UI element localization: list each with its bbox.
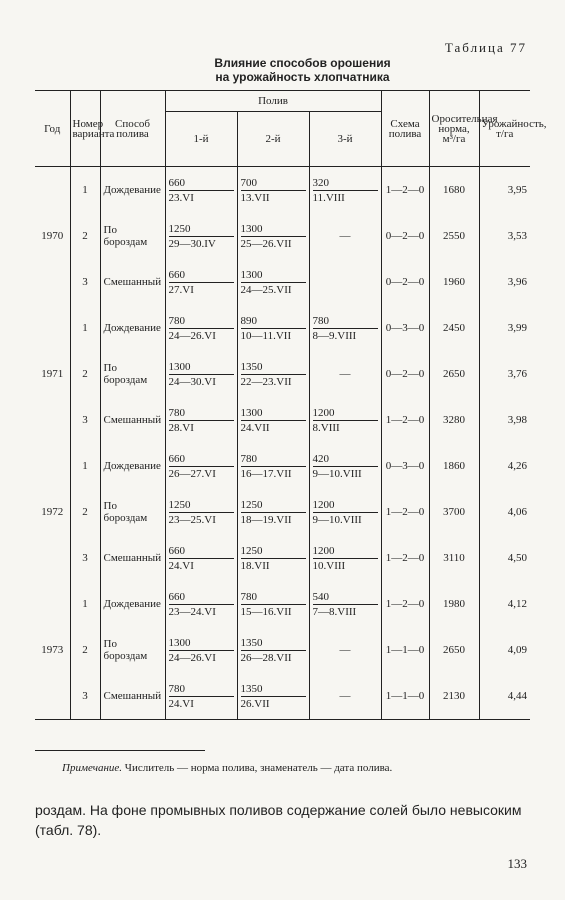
cell-yield: 3,95 (479, 167, 530, 214)
cell-irrigation-i3 (309, 535, 381, 581)
cell-irrigation-i3 (309, 351, 381, 397)
cell-irrigation-i1 (165, 397, 237, 443)
cell-irrigation-i3 (309, 167, 381, 214)
col-scheme: Схема полива (381, 91, 429, 167)
cell-irrigation-i1 (165, 489, 237, 535)
cell-yield: 4,12 (479, 581, 530, 627)
table-row (35, 535, 530, 581)
col-irr-1: 1-й (165, 112, 237, 167)
cell-yield: 3,53 (479, 213, 530, 259)
table-body (35, 167, 530, 720)
cell-year: 1971 (41, 368, 64, 380)
irrigation-date: 26.VII (240, 697, 270, 710)
page-number: 133 (507, 856, 527, 871)
cell-method: По бороздам (100, 627, 165, 673)
col-method: Способ полива (100, 91, 165, 167)
cell-scheme: 0—2—0 (381, 351, 429, 397)
irrigation-date: 24.VII (240, 421, 270, 434)
col-year: Год (35, 91, 70, 167)
cell-irrigation-i3 (309, 673, 381, 720)
cell-variant-number: 2 (70, 351, 100, 397)
irrigation-norm: 1350 (241, 637, 306, 651)
irrigation-date: 8—9.VIII (312, 329, 357, 342)
table-row (35, 581, 530, 627)
cell-method: Дождевание (100, 167, 165, 214)
irrigation-date: 23—24.VI (168, 605, 216, 618)
cell-scheme: 1—2—0 (381, 535, 429, 581)
irrigation-date: 24—25.VII (240, 283, 292, 296)
irrigation-date: 7—8.VIII (312, 605, 357, 618)
irrigation-norm: 660 (169, 545, 234, 559)
table-label: Таблица 77 (444, 40, 527, 55)
col-irr-2: 2-й (237, 112, 309, 167)
cell-irrigation-i2 (237, 489, 309, 535)
cell-year (35, 305, 70, 351)
table-row (35, 305, 530, 351)
cell-irrigation-i1 (165, 305, 237, 351)
irrigation-norm: 1300 (241, 223, 306, 237)
irrigation-norm: — (339, 230, 351, 242)
irrigation-date: 23—25.VI (168, 513, 216, 526)
irrigation-norm: 1200 (313, 407, 378, 421)
cell-year (35, 581, 70, 627)
irrigation-norm: 660 (169, 591, 234, 605)
irrigation-date: 10—11.VII (240, 329, 292, 342)
cell-yield: 4,09 (479, 627, 530, 673)
table-row (35, 443, 530, 489)
cell-year (35, 535, 70, 581)
irrigation-date: 24—26.VI (168, 329, 216, 342)
table-note (62, 762, 392, 774)
cell-irrigation-i3 (309, 627, 381, 673)
cell-method: По бороздам (100, 351, 165, 397)
irrigation-date: 18—19.VII (240, 513, 292, 526)
irrigation-norm: 660 (169, 177, 234, 191)
cell-scheme: 1—2—0 (381, 581, 429, 627)
irrigation-norm: 420 (313, 453, 378, 467)
cell-method: Дождевание (100, 305, 165, 351)
cell-yield: 4,50 (479, 535, 530, 581)
irrigation-norm: 320 (313, 177, 378, 191)
irrigation-norm: 1300 (241, 407, 306, 421)
cell-norm: 2650 (429, 627, 479, 673)
cell-irrigation-i1 (165, 213, 237, 259)
irrigation-date: 24.VI (168, 559, 194, 572)
cell-yield: 3,98 (479, 397, 530, 443)
table-row (35, 489, 530, 535)
cell-variant-number: 3 (70, 535, 100, 581)
irrigation-date: 24—26.VI (168, 651, 216, 664)
cell-irrigation-i1 (165, 259, 237, 305)
cell-scheme: 1—1—0 (381, 627, 429, 673)
footnote-rule (35, 750, 205, 751)
irrigation-norm: 1250 (241, 499, 306, 513)
cell-norm: 3280 (429, 397, 479, 443)
cell-irrigation-i2 (237, 627, 309, 673)
cell-year: 1970 (41, 230, 64, 242)
irrigation-norm: 1300 (169, 637, 234, 651)
col-variant-number: Номер варианта (70, 91, 100, 167)
cell-year (35, 167, 70, 214)
table-row (35, 627, 530, 673)
cell-irrigation-i2 (237, 167, 309, 214)
irrigation-date: 23.VI (168, 191, 194, 204)
irrigation-date: 8.VIII (312, 421, 340, 434)
cell-irrigation-i1 (165, 581, 237, 627)
col-norm: Оросительная норма, м³/га (429, 91, 479, 167)
cell-variant-number: 3 (70, 397, 100, 443)
irrigation-norm: — (339, 368, 351, 380)
irrigation-norm: 1250 (169, 223, 234, 237)
table-row (35, 673, 530, 720)
cell-scheme: 1—2—0 (381, 167, 429, 214)
cell-irrigation-i2 (237, 443, 309, 489)
irrigation-norm: 660 (169, 453, 234, 467)
cell-method: Смешанный (100, 535, 165, 581)
irrigation-date: 29—30.IV (168, 237, 216, 250)
cell-variant-number: 3 (70, 259, 100, 305)
irrigation-norm: — (339, 690, 351, 702)
cell-irrigation-i2 (237, 535, 309, 581)
cell-irrigation-i1 (165, 535, 237, 581)
cell-yield: 4,44 (479, 673, 530, 720)
cell-irrigation-i1 (165, 673, 237, 720)
cell-variant-number: 1 (70, 443, 100, 489)
cell-norm: 2130 (429, 673, 479, 720)
irrigation-date: 26—27.VI (168, 467, 216, 480)
irrigation-norm: 780 (241, 453, 306, 467)
cell-scheme: 1—2—0 (381, 397, 429, 443)
irrigation-date: 9—10.VIII (312, 467, 362, 480)
irrigation-date: 24.VI (168, 697, 194, 710)
cell-yield: 4,06 (479, 489, 530, 535)
table-title (0, 56, 565, 84)
cell-variant-number: 1 (70, 581, 100, 627)
irrigation-date: 9—10.VIII (312, 513, 362, 526)
cell-scheme: 1—2—0 (381, 489, 429, 535)
cell-method: Дождевание (100, 443, 165, 489)
cell-irrigation-i2 (237, 305, 309, 351)
cell-year (35, 673, 70, 720)
cell-norm: 1960 (429, 259, 479, 305)
cell-variant-number: 2 (70, 213, 100, 259)
cell-year (35, 259, 70, 305)
cell-year (35, 397, 70, 443)
table-row (35, 259, 530, 305)
irrigation-date: 24—30.VI (168, 375, 216, 388)
table-row (35, 213, 530, 259)
irrigation-norm: 1350 (241, 361, 306, 375)
table-row (35, 397, 530, 443)
cell-norm: 2550 (429, 213, 479, 259)
data-table (35, 90, 547, 720)
cell-irrigation-i1 (165, 167, 237, 214)
irrigation-norm: 1250 (241, 545, 306, 559)
irrigation-date: 25—26.VII (240, 237, 292, 250)
cell-norm: 1980 (429, 581, 479, 627)
cell-irrigation-i2 (237, 351, 309, 397)
cell-norm: 3110 (429, 535, 479, 581)
cell-norm: 2450 (429, 305, 479, 351)
irrigation-norm: 1200 (313, 499, 378, 513)
irrigation-norm: 1250 (169, 499, 234, 513)
irrigation-norm: 1300 (241, 269, 306, 283)
cell-method: Смешанный (100, 673, 165, 720)
irrigation-date: 28.VI (168, 421, 194, 434)
irrigation-norm: 540 (313, 591, 378, 605)
irrigation-norm: — (339, 644, 351, 656)
cell-irrigation-i3 (309, 213, 381, 259)
cell-norm: 3700 (429, 489, 479, 535)
irrigation-norm: 780 (313, 315, 378, 329)
cell-scheme: 0—3—0 (381, 305, 429, 351)
irrigation-date: 15—16.VII (240, 605, 292, 618)
cell-year (35, 443, 70, 489)
cell-year: 1973 (41, 644, 64, 656)
table-row (35, 351, 530, 397)
irrigation-norm: 890 (241, 315, 306, 329)
cell-norm: 1680 (429, 167, 479, 214)
cell-year: 1972 (41, 506, 64, 518)
cell-variant-number: 3 (70, 673, 100, 720)
title-line-2: на урожайность хлопчатника (215, 70, 390, 84)
irrigation-norm: 660 (169, 269, 234, 283)
cell-irrigation-i3 (309, 259, 381, 305)
cell-irrigation-i2 (237, 259, 309, 305)
cell-yield: 3,76 (479, 351, 530, 397)
col-yield: Урожайность, т/га (479, 91, 530, 167)
irrigation-date: 10.VIII (312, 559, 346, 572)
cell-irrigation-i2 (237, 581, 309, 627)
cell-yield: 4,26 (479, 443, 530, 489)
irrigation-date: 22—23.VII (240, 375, 292, 388)
irrigation-date: 11.VIII (312, 191, 345, 204)
cell-irrigation-i3 (309, 397, 381, 443)
cell-irrigation-i1 (165, 627, 237, 673)
cell-norm: 1860 (429, 443, 479, 489)
irrigation-norm: 780 (241, 591, 306, 605)
irrigation-norm: 1200 (313, 545, 378, 559)
col-irrigations: Полив (165, 91, 381, 112)
cell-irrigation-i1 (165, 443, 237, 489)
irrigation-date: 18.VII (240, 559, 270, 572)
cell-scheme: 0—2—0 (381, 213, 429, 259)
cell-method: По бороздам (100, 213, 165, 259)
irrigation-date: 26—28.VII (240, 651, 292, 664)
cell-scheme: 1—1—0 (381, 673, 429, 720)
irrigation-norm: 780 (169, 315, 234, 329)
title-line-1: Влияние способов орошения (214, 56, 391, 70)
cell-scheme: 0—3—0 (381, 443, 429, 489)
cell-variant-number: 1 (70, 305, 100, 351)
irrigation-norm: 780 (169, 683, 234, 697)
table-row (35, 167, 530, 214)
cell-yield: 3,99 (479, 305, 530, 351)
irrigation-norm: 1350 (241, 683, 306, 697)
note-label: Примечание. (62, 762, 123, 774)
cell-irrigation-i3 (309, 581, 381, 627)
cell-irrigation-i3 (309, 489, 381, 535)
irrigation-date: 27.VI (168, 283, 194, 296)
cell-yield: 3,96 (479, 259, 530, 305)
cell-method: Смешанный (100, 397, 165, 443)
cell-variant-number: 2 (70, 489, 100, 535)
cell-irrigation-i2 (237, 673, 309, 720)
cell-irrigation-i3 (309, 305, 381, 351)
cell-scheme: 0—2—0 (381, 259, 429, 305)
cell-variant-number: 2 (70, 627, 100, 673)
cell-norm: 2650 (429, 351, 479, 397)
cell-irrigation-i2 (237, 397, 309, 443)
irrigation-date: 13.VII (240, 191, 270, 204)
cell-irrigation-i2 (237, 213, 309, 259)
col-irr-3: 3-й (309, 112, 381, 167)
note-text: Числитель — норма полива, знаменатель — дата полива. (122, 762, 393, 774)
cell-method: Дождевание (100, 581, 165, 627)
irrigation-norm: 700 (241, 177, 306, 191)
cell-irrigation-i3 (309, 443, 381, 489)
body-paragraph: роздам. На фоне промывных поливов содержание солей было невысоким (табл. 78). (35, 802, 522, 838)
cell-method: Смешанный (100, 259, 165, 305)
cell-method: По бороздам (100, 489, 165, 535)
irrigation-norm: 1300 (169, 361, 234, 375)
cell-variant-number: 1 (70, 167, 100, 214)
irrigation-norm: 780 (169, 407, 234, 421)
cell-irrigation-i1 (165, 351, 237, 397)
irrigation-date: 16—17.VII (240, 467, 292, 480)
